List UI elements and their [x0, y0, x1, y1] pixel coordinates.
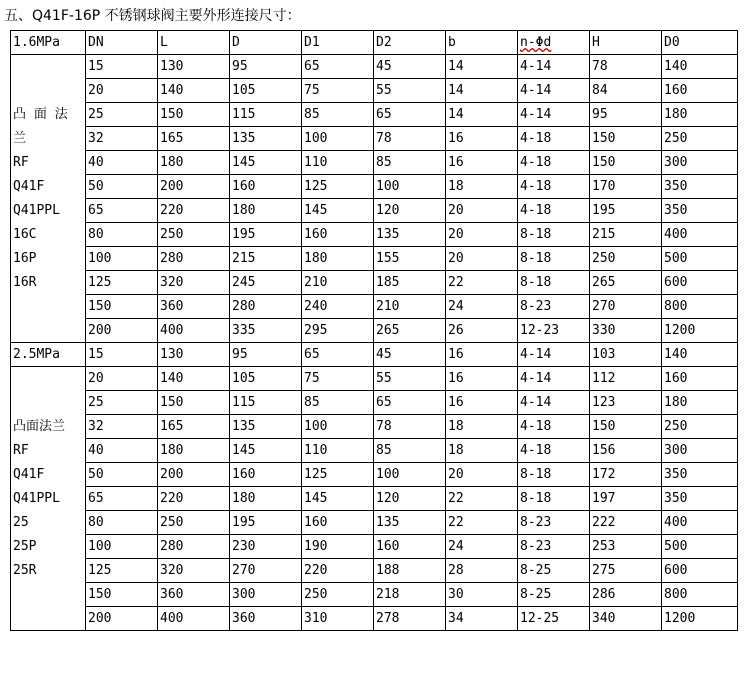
table-cell: 110 — [302, 151, 374, 175]
table-cell: 1200 — [662, 319, 738, 343]
table-row — [11, 127, 738, 151]
flange-label-line: RF — [13, 154, 29, 170]
table-cell: 4-14 — [518, 79, 590, 103]
table-cell: 55 — [374, 367, 446, 391]
flange-label-line: 16R — [13, 274, 37, 290]
table-cell: 130 — [158, 55, 230, 79]
table-cell: 310 — [302, 607, 374, 631]
table-cell: 100 — [302, 415, 374, 439]
table-cell: 145 — [302, 199, 374, 223]
table-cell: 190 — [302, 535, 374, 559]
table-cell: 22 — [446, 511, 518, 535]
table-cell: 78 — [590, 55, 662, 79]
table-cell: 600 — [662, 559, 738, 583]
table-cell: 180 — [662, 103, 738, 127]
column-header: D0 — [662, 31, 738, 55]
table-cell: 24 — [446, 295, 518, 319]
table-cell: 12-23 — [518, 319, 590, 343]
table-cell: 250 — [158, 223, 230, 247]
table-cell: 85 — [374, 439, 446, 463]
column-header: L — [158, 31, 230, 55]
flange-label-line: 16P — [13, 250, 37, 266]
table-row — [11, 535, 738, 559]
table-row — [11, 391, 738, 415]
table-cell: 4-14 — [518, 391, 590, 415]
table-row — [11, 175, 738, 199]
table-cell: 160 — [302, 511, 374, 535]
table-cell: 30 — [446, 583, 518, 607]
table-cell: 150 — [158, 391, 230, 415]
table-cell: 286 — [590, 583, 662, 607]
flange-type-label — [11, 367, 86, 631]
table-cell: 8-18 — [518, 223, 590, 247]
table-cell: 222 — [590, 511, 662, 535]
table-cell: 78 — [374, 415, 446, 439]
table-cell: 195 — [230, 511, 302, 535]
table-row — [11, 559, 738, 583]
table-cell: 280 — [158, 247, 230, 271]
table-cell: 245 — [230, 271, 302, 295]
table-cell: 160 — [230, 175, 302, 199]
table-cell: 8-25 — [518, 583, 590, 607]
table-cell: 40 — [86, 439, 158, 463]
table-cell: 215 — [230, 247, 302, 271]
table-cell: 197 — [590, 487, 662, 511]
table-cell: 15 — [86, 343, 158, 367]
table-cell: 220 — [158, 487, 230, 511]
table-cell: 8-23 — [518, 535, 590, 559]
table-cell: 65 — [374, 103, 446, 127]
table-row — [11, 415, 738, 439]
table-cell: 250 — [158, 511, 230, 535]
table-cell: 180 — [158, 439, 230, 463]
table-cell: 250 — [662, 127, 738, 151]
table-cell: 8-18 — [518, 271, 590, 295]
table-cell: 20 — [86, 367, 158, 391]
table-cell: 8-23 — [518, 511, 590, 535]
flange-label-line: 16C — [13, 226, 37, 242]
table-cell: 75 — [302, 367, 374, 391]
table-row — [11, 79, 738, 103]
table-cell: 320 — [158, 271, 230, 295]
table-cell: 400 — [158, 319, 230, 343]
pressure-class-cell: 2.5MPa — [11, 343, 86, 367]
table-cell: 4-14 — [518, 367, 590, 391]
table-row — [11, 151, 738, 175]
column-header-text: n-Φd — [520, 35, 552, 50]
table-cell: 65 — [374, 391, 446, 415]
table-cell: 95 — [590, 103, 662, 127]
table-row — [11, 223, 738, 247]
table-cell: 1200 — [662, 607, 738, 631]
flange-label-line: Q41PPL — [13, 490, 60, 506]
table-cell: 120 — [374, 487, 446, 511]
table-cell: 200 — [86, 319, 158, 343]
table-row — [11, 367, 738, 391]
table-cell: 100 — [86, 535, 158, 559]
table-cell: 85 — [302, 103, 374, 127]
table-cell: 160 — [374, 535, 446, 559]
table-cell: 32 — [86, 415, 158, 439]
table-cell: 172 — [590, 463, 662, 487]
table-cell: 150 — [590, 415, 662, 439]
pressure-class-cell: 1.6MPa — [11, 31, 86, 55]
table-cell: 123 — [590, 391, 662, 415]
column-header: D1 — [302, 31, 374, 55]
table-cell: 300 — [662, 439, 738, 463]
table-row — [11, 463, 738, 487]
table-cell: 25 — [86, 391, 158, 415]
flange-label-line: 25P — [13, 538, 37, 554]
table-cell: 103 — [590, 343, 662, 367]
column-header — [518, 31, 590, 55]
table-cell: 300 — [662, 151, 738, 175]
table-cell: 8-18 — [518, 487, 590, 511]
table-cell: 22 — [446, 487, 518, 511]
table-cell: 16 — [446, 343, 518, 367]
table-row — [11, 295, 738, 319]
table-cell: 185 — [374, 271, 446, 295]
table-cell: 250 — [302, 583, 374, 607]
table-cell: 150 — [86, 295, 158, 319]
table-cell: 280 — [230, 295, 302, 319]
table-cell: 140 — [158, 367, 230, 391]
table-cell: 800 — [662, 295, 738, 319]
flange-type-label — [11, 55, 86, 343]
table-cell: 45 — [374, 55, 446, 79]
table-cell: 140 — [158, 79, 230, 103]
table-cell: 14 — [446, 103, 518, 127]
table-cell: 400 — [158, 607, 230, 631]
table-cell: 150 — [590, 151, 662, 175]
table-cell: 80 — [86, 223, 158, 247]
flange-label-line: Q41F — [13, 466, 45, 482]
table-cell: 105 — [230, 367, 302, 391]
table-cell: 278 — [374, 607, 446, 631]
table-cell: 20 — [446, 199, 518, 223]
table-cell: 340 — [590, 607, 662, 631]
table-cell: 34 — [446, 607, 518, 631]
table-cell: 20 — [446, 463, 518, 487]
table-cell: 165 — [158, 127, 230, 151]
table-cell: 4-18 — [518, 199, 590, 223]
column-header: D2 — [374, 31, 446, 55]
table-cell: 135 — [230, 415, 302, 439]
table-row — [11, 439, 738, 463]
table-cell: 230 — [230, 535, 302, 559]
table-cell: 100 — [86, 247, 158, 271]
table-cell: 220 — [302, 559, 374, 583]
table-cell: 32 — [86, 127, 158, 151]
table-cell: 120 — [374, 199, 446, 223]
table-cell: 4-18 — [518, 175, 590, 199]
column-header: D — [230, 31, 302, 55]
table-cell: 15 — [86, 55, 158, 79]
table-row — [11, 199, 738, 223]
table-cell: 65 — [302, 343, 374, 367]
table-cell: 156 — [590, 439, 662, 463]
table-row — [11, 247, 738, 271]
table-cell: 20 — [446, 247, 518, 271]
table-cell: 350 — [662, 199, 738, 223]
table-cell: 22 — [446, 271, 518, 295]
table-row — [11, 319, 738, 343]
flange-label-line: 25R — [13, 562, 37, 578]
table-cell: 18 — [446, 175, 518, 199]
table-cell: 150 — [590, 127, 662, 151]
table-cell: 24 — [446, 535, 518, 559]
header-row — [11, 31, 738, 55]
flange-label-line: Q41PPL — [13, 202, 60, 218]
flange-label-line: Q41F — [13, 178, 45, 194]
table-cell: 4-18 — [518, 127, 590, 151]
table-cell: 300 — [230, 583, 302, 607]
table-cell: 150 — [158, 103, 230, 127]
table-cell: 600 — [662, 271, 738, 295]
table-row — [11, 607, 738, 631]
table-cell: 275 — [590, 559, 662, 583]
flange-label-line: 兰 — [13, 130, 27, 146]
table-row — [11, 583, 738, 607]
table-cell: 210 — [302, 271, 374, 295]
column-header: H — [590, 31, 662, 55]
table-row — [11, 103, 738, 127]
table-cell: 270 — [230, 559, 302, 583]
table-row — [11, 511, 738, 535]
table-cell: 240 — [302, 295, 374, 319]
table-cell: 320 — [158, 559, 230, 583]
table-cell: 80 — [86, 511, 158, 535]
table-cell: 335 — [230, 319, 302, 343]
table-cell: 188 — [374, 559, 446, 583]
table-cell: 125 — [302, 463, 374, 487]
table-cell: 14 — [446, 79, 518, 103]
table-cell: 360 — [158, 583, 230, 607]
table-cell: 115 — [230, 103, 302, 127]
table-cell: 220 — [158, 199, 230, 223]
table-cell: 360 — [230, 607, 302, 631]
table-cell: 8-18 — [518, 463, 590, 487]
table-cell: 112 — [590, 367, 662, 391]
table-cell: 330 — [590, 319, 662, 343]
table-cell: 95 — [230, 55, 302, 79]
table-cell: 8-25 — [518, 559, 590, 583]
table-cell: 50 — [86, 463, 158, 487]
table-cell: 20 — [86, 79, 158, 103]
table-cell: 295 — [302, 319, 374, 343]
table-cell: 4-18 — [518, 439, 590, 463]
table-cell: 160 — [662, 367, 738, 391]
table-cell: 130 — [158, 343, 230, 367]
table-cell: 200 — [86, 607, 158, 631]
table-cell: 85 — [374, 151, 446, 175]
flange-label-line: 25 — [13, 514, 29, 530]
table-cell: 170 — [590, 175, 662, 199]
table-cell: 110 — [302, 439, 374, 463]
table-cell: 26 — [446, 319, 518, 343]
table-cell: 195 — [590, 199, 662, 223]
table-cell: 250 — [590, 247, 662, 271]
table-cell: 350 — [662, 487, 738, 511]
table-row — [11, 343, 738, 367]
table-cell: 165 — [158, 415, 230, 439]
table-cell: 180 — [662, 391, 738, 415]
table-cell: 18 — [446, 439, 518, 463]
table-cell: 125 — [302, 175, 374, 199]
table-row — [11, 55, 738, 79]
table-cell: 160 — [662, 79, 738, 103]
table-cell: 160 — [302, 223, 374, 247]
table-cell: 180 — [230, 487, 302, 511]
table-cell: 16 — [446, 367, 518, 391]
table-cell: 145 — [230, 439, 302, 463]
table-cell: 78 — [374, 127, 446, 151]
table-cell: 4-18 — [518, 415, 590, 439]
table-cell: 180 — [302, 247, 374, 271]
table-cell: 4-18 — [518, 151, 590, 175]
table-cell: 155 — [374, 247, 446, 271]
table-cell: 75 — [302, 79, 374, 103]
table-cell: 145 — [302, 487, 374, 511]
table-cell: 265 — [590, 271, 662, 295]
table-cell: 45 — [374, 343, 446, 367]
table-cell: 180 — [230, 199, 302, 223]
table-cell: 14 — [446, 55, 518, 79]
table-cell: 20 — [446, 223, 518, 247]
table-cell: 145 — [230, 151, 302, 175]
table-cell: 140 — [662, 343, 738, 367]
table-cell: 140 — [662, 55, 738, 79]
table-cell: 65 — [302, 55, 374, 79]
table-cell: 115 — [230, 391, 302, 415]
table-cell: 4-14 — [518, 343, 590, 367]
table-cell: 16 — [446, 391, 518, 415]
table-cell: 125 — [86, 271, 158, 295]
table-cell: 100 — [374, 463, 446, 487]
flange-label-line: 凸面法兰 — [13, 418, 66, 434]
table-cell: 250 — [662, 415, 738, 439]
column-header: DN — [86, 31, 158, 55]
table-cell: 84 — [590, 79, 662, 103]
table-cell: 135 — [374, 511, 446, 535]
table-cell: 280 — [158, 535, 230, 559]
table-cell: 85 — [302, 391, 374, 415]
table-cell: 16 — [446, 127, 518, 151]
table-cell: 8-23 — [518, 295, 590, 319]
table-cell: 4-14 — [518, 55, 590, 79]
table-cell: 8-18 — [518, 247, 590, 271]
table-cell: 270 — [590, 295, 662, 319]
table-cell: 150 — [86, 583, 158, 607]
table-cell: 218 — [374, 583, 446, 607]
table-cell: 95 — [230, 343, 302, 367]
table-cell: 160 — [230, 463, 302, 487]
flange-label-line: RF — [13, 442, 29, 458]
table-cell: 800 — [662, 583, 738, 607]
table-cell: 200 — [158, 175, 230, 199]
table-cell: 40 — [86, 151, 158, 175]
table-cell: 65 — [86, 487, 158, 511]
table-cell: 28 — [446, 559, 518, 583]
table-cell: 500 — [662, 535, 738, 559]
table-cell: 200 — [158, 463, 230, 487]
table-cell: 125 — [86, 559, 158, 583]
table-cell: 500 — [662, 247, 738, 271]
table-cell: 16 — [446, 151, 518, 175]
table-cell: 265 — [374, 319, 446, 343]
table-cell: 4-14 — [518, 103, 590, 127]
table-cell: 195 — [230, 223, 302, 247]
table-cell: 400 — [662, 511, 738, 535]
table-cell: 135 — [230, 127, 302, 151]
table-cell: 100 — [374, 175, 446, 199]
table-cell: 50 — [86, 175, 158, 199]
table-cell: 25 — [86, 103, 158, 127]
page-title: 五、Q41F-16P 不锈钢球阀主要外形连接尺寸： — [4, 8, 301, 24]
table-row — [11, 487, 738, 511]
table-cell: 135 — [374, 223, 446, 247]
table-cell: 105 — [230, 79, 302, 103]
table-cell: 215 — [590, 223, 662, 247]
table-cell: 18 — [446, 415, 518, 439]
table-cell: 12-25 — [518, 607, 590, 631]
table-cell: 400 — [662, 223, 738, 247]
valve-dimensions-table — [10, 30, 738, 631]
table-cell: 210 — [374, 295, 446, 319]
table-cell: 350 — [662, 175, 738, 199]
table-cell: 65 — [86, 199, 158, 223]
table-row — [11, 271, 738, 295]
table-cell: 253 — [590, 535, 662, 559]
table-cell: 180 — [158, 151, 230, 175]
table-cell: 55 — [374, 79, 446, 103]
table-cell: 350 — [662, 463, 738, 487]
table-cell: 360 — [158, 295, 230, 319]
flange-label-line: 凸 面 法 — [13, 106, 68, 122]
column-header: b — [446, 31, 518, 55]
table-cell: 100 — [302, 127, 374, 151]
